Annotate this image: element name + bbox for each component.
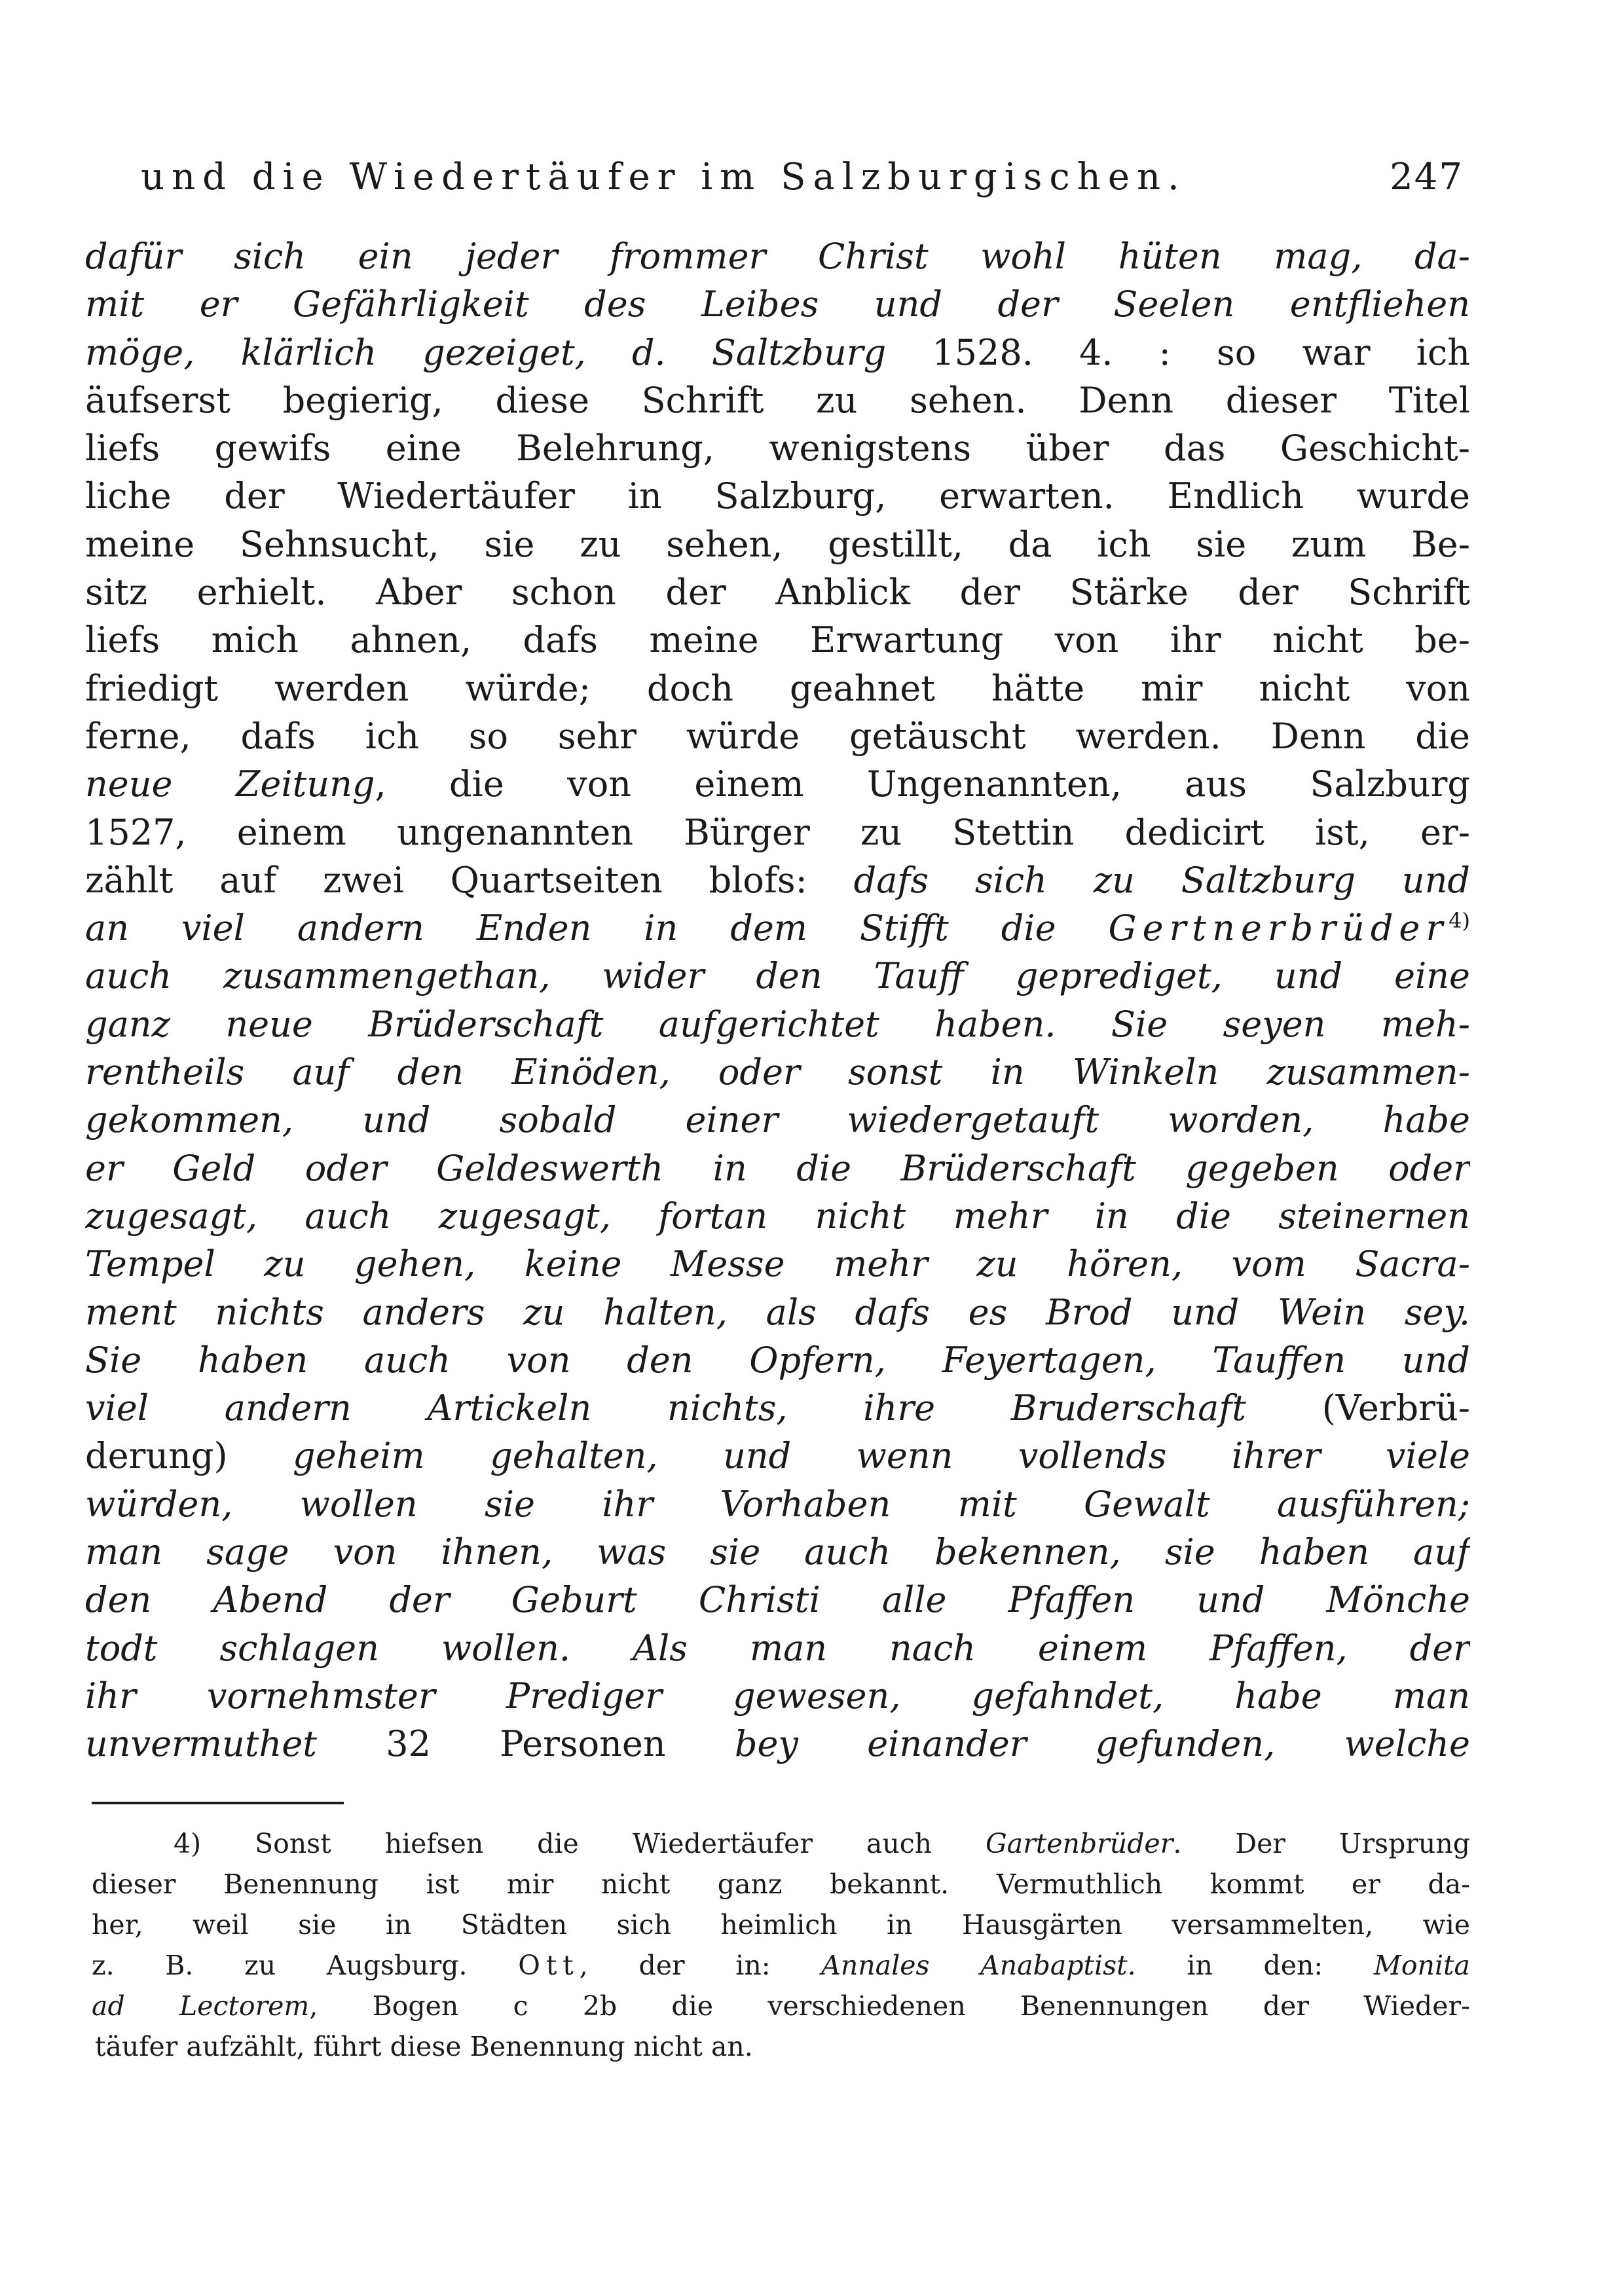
page-number: 247 — [1390, 156, 1464, 198]
footnote-line — [92, 1904, 1470, 1945]
footnote-reference: 4) — [1449, 908, 1470, 934]
italic-text: ganz neue Brüderschaft aufgerichtet haben. Sie seyen meh- — [85, 1003, 1470, 1045]
text-run: äufserst begierig, diese Schrift zu sehen. Denn dieser Titel — [85, 379, 1470, 421]
text-line — [85, 280, 1470, 328]
text-run: täufer aufzählt, führt diese Benennung nicht an. — [95, 2031, 753, 2062]
text-line — [85, 568, 1470, 616]
footnote-line — [92, 1823, 1470, 1864]
footnote-rule — [92, 1802, 344, 1804]
italic-text: geheim gehalten, und wenn vollends ihrer viele — [293, 1435, 1470, 1477]
italic-text: unvermuthet — [85, 1723, 317, 1765]
text-run: liefs gewifs eine Belehrung, wenigstens über das Geschicht- — [85, 428, 1470, 469]
text-run: friedigt werden würde; doch geahnet hätte mir nicht von — [85, 667, 1470, 709]
italic-text: Sie haben auch von den Opfern, Feyertagen, Tauffen und — [85, 1339, 1470, 1381]
italic-text: neue Zeitung — [85, 763, 375, 805]
footnote-block — [92, 1823, 1470, 2067]
italic-text: Tempel zu gehen, keine Messe mehr zu hören, vom Sacra- — [85, 1243, 1470, 1285]
text-run: derung) — [85, 1435, 293, 1477]
text-line — [85, 952, 1470, 1000]
italic-text: er Geld oder Geldeswerth in die Brüderschaft gegeben oder — [85, 1147, 1470, 1189]
italic-text: Monita — [1373, 1950, 1470, 1981]
text-run: (Verbrü- — [1246, 1387, 1470, 1429]
text-line — [85, 1288, 1470, 1336]
text-line — [85, 1384, 1470, 1432]
text-run: meine Sehnsucht, sie zu sehen, gestillt, da ich sie zum Be- — [85, 523, 1470, 565]
italic-text: möge, klärlich gezeiget, d. Saltzburg — [85, 331, 887, 373]
text-run: liefs mich ahnen, dafs meine Erwartung von ihr nicht be- — [85, 619, 1470, 661]
text-line — [85, 1528, 1470, 1576]
text-run: in den: — [1135, 1950, 1374, 1981]
text-line — [85, 472, 1470, 520]
text-run: sitz erhielt. Aber schon der Anblick der Stärke der Schrift — [85, 572, 1470, 613]
text-line — [85, 329, 1470, 376]
italic-text: zugesagt, auch zugesagt, fortan nicht mehr in die steinernen — [85, 1195, 1470, 1237]
italic-text: gekommen, und sobald einer wiedergetauft worden, habe — [85, 1099, 1470, 1141]
text-run: 1527, einem ungenannten Bürger zu Stettin dedicirt ist, er- — [85, 811, 1470, 853]
text-line — [85, 1000, 1470, 1048]
text-line — [85, 904, 1470, 952]
main-text — [85, 232, 1470, 1768]
italic-text: auch zusammengethan, wider den Tauff geprediget, und eine — [85, 955, 1470, 997]
text-line — [85, 665, 1470, 712]
footnote-line — [92, 1864, 1470, 1904]
text-line — [85, 616, 1470, 664]
italic-text: ment nichts anders zu halten, als dafs es Brod und Wein sey. — [85, 1291, 1470, 1333]
text-run: ferne, dafs ich so sehr würde getäuscht werden. Denn die — [85, 715, 1470, 757]
italic-text: Gertnerbrüder — [1108, 907, 1449, 949]
text-run: zählt auf zwei Quartseiten blofs: — [85, 859, 854, 901]
text-line — [85, 1240, 1470, 1288]
italic-text: Gartenbrüder — [986, 1828, 1173, 1859]
text-line — [85, 1336, 1470, 1384]
text-line — [85, 424, 1470, 472]
text-run: . Der Ursprung — [1173, 1828, 1470, 1859]
text-line — [85, 1720, 1470, 1768]
italic-text: dafs sich zu Saltzburg und — [853, 859, 1470, 901]
italic-text: ihr vornehmster Prediger gewesen, gefahndet, habe man — [85, 1675, 1470, 1717]
text-line — [85, 1432, 1470, 1480]
text-line — [85, 760, 1470, 808]
text-line — [85, 1048, 1470, 1096]
italic-text: dafür sich ein jeder frommer Christ wohl hüten mag, da- — [85, 236, 1470, 277]
text-run: liche der Wiedertäufer in Salzburg, erwarten. Endlich wurde — [85, 475, 1470, 517]
text-run: Ott — [518, 1950, 580, 1981]
text-run: dieser Benennung ist mir nicht ganz bekannt. Vermuthlich kommt er da- — [92, 1868, 1470, 1900]
italic-text: rentheils auf den Einöden, oder sonst in Winkeln zusammen- — [85, 1051, 1470, 1093]
text-run: her, weil sie in Städten sich heimlich in Hausgärten versammelten, wie — [92, 1909, 1470, 1941]
italic-text: den Abend der Geburt Christi alle Pfaffen und Mönche — [85, 1579, 1470, 1621]
text-run: , Bogen c 2b die verschiedenen Benennungen der Wieder- — [309, 1990, 1470, 2022]
footnote-line — [92, 2026, 1470, 2067]
text-run: 32 Personen — [316, 1723, 735, 1765]
text-line — [85, 1672, 1470, 1720]
italic-text: todt schlagen wollen. Als man nach einem Pfaffen, der — [85, 1627, 1470, 1669]
text-line — [85, 1576, 1470, 1624]
text-run: 4) Sonst hiefsen die Wiedertäufer auch — [174, 1828, 986, 1859]
text-line — [85, 520, 1470, 568]
page-header — [141, 156, 1464, 208]
italic-text: mit er Gefährligkeit des Leibes und der Seelen entfliehen — [85, 283, 1470, 325]
text-run: z. B. zu Augsburg. — [92, 1950, 519, 1981]
text-line — [85, 376, 1470, 424]
italic-text: viel andern Artickeln nichts, ihre Bruderschaft — [85, 1387, 1247, 1429]
italic-text: Annales Anabaptist. — [821, 1950, 1136, 1981]
text-line — [85, 1624, 1470, 1672]
text-line — [85, 809, 1470, 856]
text-run: , die von einem Ungenannten, aus Salzburg — [375, 763, 1470, 805]
italic-text: ad Lectorem — [92, 1990, 310, 2022]
text-line — [85, 1192, 1470, 1240]
italic-text: würden, wollen sie ihr Vorhaben mit Gewalt ausführen; — [85, 1483, 1470, 1525]
text-line — [85, 1144, 1470, 1192]
text-run: , der in: — [579, 1950, 822, 1981]
footnote-line — [92, 1986, 1470, 2026]
text-line — [85, 1480, 1470, 1528]
italic-text: man sage von ihnen, was sie auch bekennen, sie haben auf — [85, 1531, 1470, 1573]
footnote-line — [92, 1945, 1470, 1986]
text-line — [85, 232, 1470, 280]
running-head: und die Wiedertäufer im Salzburgischen. — [141, 156, 1187, 198]
italic-text: bey einander gefunden, welche — [734, 1723, 1470, 1765]
text-line — [85, 856, 1470, 904]
text-run: 1528. 4. : so war ich — [886, 331, 1470, 373]
text-line — [85, 712, 1470, 760]
italic-text: an viel andern Enden in dem Stifft die — [85, 907, 1109, 949]
text-line — [85, 1096, 1470, 1144]
